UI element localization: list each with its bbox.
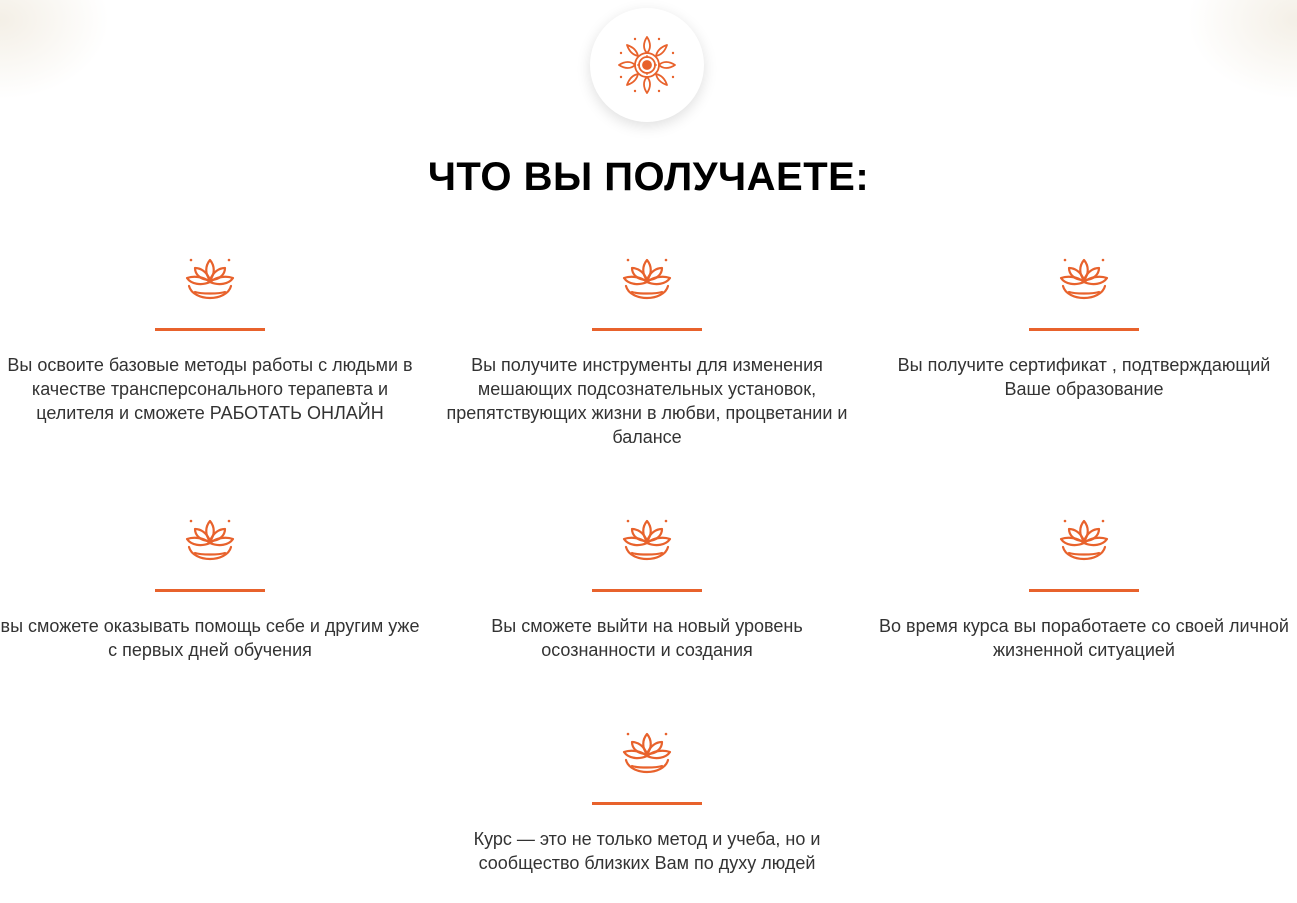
benefit-text: Вы освоите базовые методы работы с людьми в качестве трансперсонального терапевта и целителя и сможете РАБОТАТЬ ОНЛАЙН bbox=[7, 355, 413, 423]
benefit-text: Вы получите инструменты для изменения мешающих подсознательных установок, препятствующих жизни в любви, процветании и балансе bbox=[446, 355, 848, 447]
lotus-icon bbox=[620, 515, 674, 565]
benefit-item bbox=[0, 254, 420, 425]
divider-line bbox=[592, 802, 702, 805]
lotus-icon bbox=[183, 515, 237, 565]
divider-line bbox=[1029, 589, 1139, 592]
divider-line bbox=[592, 328, 702, 331]
lotus-icon bbox=[620, 728, 674, 778]
divider-line bbox=[155, 589, 265, 592]
benefit-item bbox=[437, 254, 857, 449]
benefit-text: Курс — это не только метод и учеба, но и сообщество близких Вам по духу людей bbox=[473, 829, 821, 873]
benefit-item bbox=[437, 728, 857, 875]
benefit-item bbox=[874, 254, 1294, 401]
lotus-icon bbox=[183, 254, 237, 304]
benefit-item bbox=[437, 515, 857, 662]
benefit-text: вы сможете оказывать помощь себе и другим уже с первых дней обучения bbox=[0, 616, 420, 660]
lotus-icon bbox=[1057, 515, 1111, 565]
lotus-icon bbox=[620, 254, 674, 304]
background-decoration-left bbox=[0, 0, 110, 100]
mandala-icon bbox=[615, 33, 679, 97]
benefit-item bbox=[874, 515, 1294, 662]
divider-line bbox=[592, 589, 702, 592]
lotus-icon bbox=[1057, 254, 1111, 304]
benefit-text: Вы сможете выйти на новый уровень осознанности и создания bbox=[491, 616, 803, 660]
section-title: ЧТО ВЫ ПОЛУЧАЕТЕ: bbox=[427, 155, 870, 199]
background-decoration-right bbox=[1187, 0, 1297, 100]
benefit-item bbox=[0, 515, 420, 662]
benefit-text: Вы получите сертификат , подтверждающий Ваше образование bbox=[897, 355, 1271, 399]
logo-badge bbox=[590, 8, 704, 122]
divider-line bbox=[1029, 328, 1139, 331]
divider-line bbox=[155, 328, 265, 331]
benefit-text: Во время курса вы поработаете со своей личной жизненной ситуацией bbox=[879, 616, 1289, 660]
